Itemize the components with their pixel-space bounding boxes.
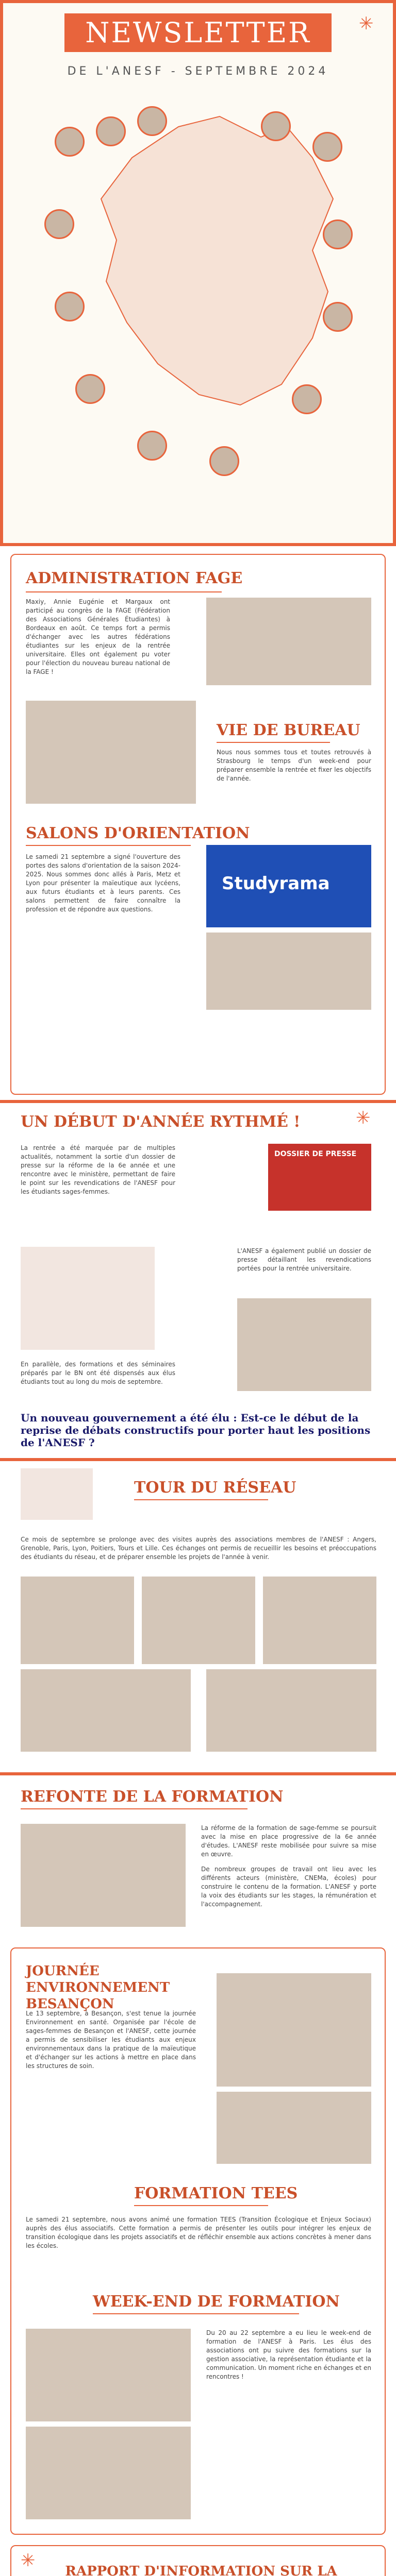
section-text: La réforme de la formation de sage-femme se poursuit avec la mise en place progressive de la 6e année d'études. L'ANESF reste mobilisée pour suivre sa mise en œuvre. bbox=[201, 1824, 376, 1858]
section-photo bbox=[217, 2092, 371, 2164]
divider bbox=[21, 1808, 248, 1809]
section-photo bbox=[206, 1669, 376, 1752]
section-photo bbox=[237, 1298, 371, 1391]
section-title: TOUR DU RÉSEAU bbox=[134, 1479, 296, 1497]
divider bbox=[26, 845, 191, 846]
section-photo bbox=[26, 701, 196, 804]
section-title: JOURNÉE ENVIRONNEMENT BESANÇON bbox=[26, 1963, 170, 2012]
divider bbox=[0, 1100, 396, 1103]
hand-drawn-map bbox=[21, 1247, 155, 1350]
salon-photo bbox=[206, 845, 371, 927]
member-avatar bbox=[55, 292, 85, 321]
member-avatar bbox=[137, 431, 167, 461]
member-avatar bbox=[96, 116, 126, 146]
page-subtitle: DE L'ANESF - SEPTEMBRE 2024 bbox=[67, 65, 329, 78]
member-avatar bbox=[55, 127, 85, 157]
section-title: WEEK-END DE FORMATION bbox=[93, 2293, 340, 2311]
section-text: La rentrée a été marquée par de multiples actualités, notamment la sortie d'un dossier de presse sur la réforme de la 6e année et une rencontre avec le ministère, permettant de faire le point sur les revendications de l'ANESF pour les étudiants sages-femmes. bbox=[21, 1144, 175, 1195]
press-dossier-image bbox=[268, 1144, 371, 1211]
section-title: RAPPORT D'INFORMATION SUR LA bbox=[65, 2564, 337, 2576]
star-icon: ✳ bbox=[356, 1108, 371, 1128]
section-photo bbox=[263, 1577, 376, 1664]
section-title: REFONTE DE LA FORMATION bbox=[21, 1788, 284, 1806]
divider bbox=[26, 591, 222, 592]
divider bbox=[0, 1772, 396, 1775]
section-photo bbox=[206, 598, 371, 685]
star-icon: ✳ bbox=[359, 13, 374, 34]
member-avatar bbox=[312, 132, 342, 162]
star-icon: ✳ bbox=[21, 2550, 36, 2571]
section-text: Le samedi 21 septembre a signé l'ouverture des portes des salons d'orientation de la saison 2024-2025. Nous sommes donc allés à Paris, Metz et Lyon pour présenter la maïeutique aux lycéens, aux futurs étudiants et à leurs parents. Ces salons permettent de faire connaître la profession et de répondre aux questions. bbox=[26, 853, 180, 913]
member-avatar bbox=[292, 384, 322, 414]
france-outline-icon bbox=[21, 1468, 93, 1520]
section-photo bbox=[21, 1577, 134, 1664]
studyrama-logo: Studyrama bbox=[222, 873, 330, 894]
section-photo bbox=[26, 2329, 191, 2421]
section-title: VIE DE BUREAU bbox=[217, 721, 360, 739]
divider bbox=[217, 742, 330, 743]
section-text: Le 13 septembre, à Besançon, s'est tenue la journée Environnement en santé. Organisée par l'école de sages-femmes de Besançon et l'ANESF, cette journée a permis de sensibiliser les étudiants aux enjeux environnementaux dans la pratique de la maïeutique et d'échanger sur les actions à mettre en place dans les structures de soin. bbox=[26, 2010, 196, 2070]
france-map-icon bbox=[44, 96, 359, 498]
section-title: SALONS D'ORIENTATION bbox=[26, 824, 250, 842]
section-photo bbox=[21, 1669, 191, 1752]
rentree-conclusion: Un nouveau gouvernement a été élu : Est-ce le début de la reprise de débats constructifs pour porter haut les positions de l'ANESF ? bbox=[21, 1412, 371, 1449]
section-photo bbox=[26, 2427, 191, 2519]
section-text: Nous nous sommes tous et toutes retrouvés à Strasbourg le temps d'un week-end pour préparer ensemble la rentrée et fixer les objectifs de l'année. bbox=[217, 749, 371, 782]
member-avatar bbox=[44, 209, 74, 239]
member-avatar bbox=[323, 219, 353, 249]
section-photo bbox=[206, 933, 371, 1010]
divider bbox=[134, 1499, 268, 1500]
page-title: NEWSLETTER bbox=[3, 13, 393, 52]
section-text: Du 20 au 22 septembre a eu lieu le week-end de formation de l'ANESF à Paris. Les élus des associations ont pu suivre des formations sur la gestion associative, la représentation étudiante et la communication. Un moment riche en échanges et en rencontres ! bbox=[206, 2329, 371, 2380]
section-text: Maxiy, Annie Eugénie et Margaux ont participé au congrès de la FAGE (Fédération des Associations Générales Étudiantes) à Bordeaux en août. Ce temps fort a permis d'échanger avec les autres fédérations étudiantes sur les enjeux de la rentrée universitaire. Elles ont également pu voter pour l'élection du nouveau bureau national de la FAGE ! bbox=[26, 598, 170, 675]
section-photo bbox=[21, 1824, 186, 1927]
divider bbox=[134, 2205, 268, 2206]
section-photo bbox=[142, 1577, 255, 1664]
section-photo bbox=[217, 1973, 371, 2087]
member-avatar bbox=[75, 374, 105, 404]
member-avatar bbox=[323, 302, 353, 332]
member-avatar bbox=[209, 446, 239, 476]
section-text: Le samedi 21 septembre, nous avons animé une formation TEES (Transition Écologique et Enjeux Sociaux) auprès des élus associatifs. Cette formation a permis de présenter les outils pour intégrer les enjeux de transition écologique dans les projets associatifs et de réfléchir ensemble aux actions concrètes à mener dans les écoles. bbox=[26, 2216, 371, 2249]
divider bbox=[0, 1458, 396, 1461]
divider bbox=[93, 2313, 299, 2314]
section-title: FORMATION TEES bbox=[134, 2184, 298, 2202]
press-label: DOSSIER DE PRESSE bbox=[274, 1150, 357, 1158]
network-map bbox=[44, 96, 359, 498]
section-text: Ce mois de septembre se prolonge avec des visites auprès des associations membres de l'ANESF : Angers, Grenoble, Paris, Lyon, Poitiers, Tours et Lille. Ces échanges ont permis de recueillir les besoins et préoccupations des étudiants du réseau, et de préparer ensemble les projets de l'année à venir. bbox=[21, 1536, 376, 1561]
member-avatar bbox=[137, 106, 167, 136]
section-title: UN DÉBUT D'ANNÉE RYTHMÉ ! bbox=[21, 1113, 301, 1131]
section-text: L'ANESF a également publié un dossier de presse détaillant les revendications portées pour la rentrée universitaire. bbox=[237, 1247, 371, 1272]
section-text: De nombreux groupes de travail ont lieu avec les différents acteurs (ministère, CNEMa, écoles) pour construire le contenu de la formation. L'ANESF y porte la voix des étudiants sur les stages, la rémunération et l'accompagnement. bbox=[201, 1866, 376, 1908]
section-text: En parallèle, des formations et des séminaires préparés par le BN ont été dispensés aux élus étudiants tout au long du mois de septembre. bbox=[21, 1361, 175, 1385]
member-avatar bbox=[261, 111, 291, 141]
header-panel bbox=[0, 0, 396, 546]
section-title: ADMINISTRATION FAGE bbox=[26, 569, 243, 587]
